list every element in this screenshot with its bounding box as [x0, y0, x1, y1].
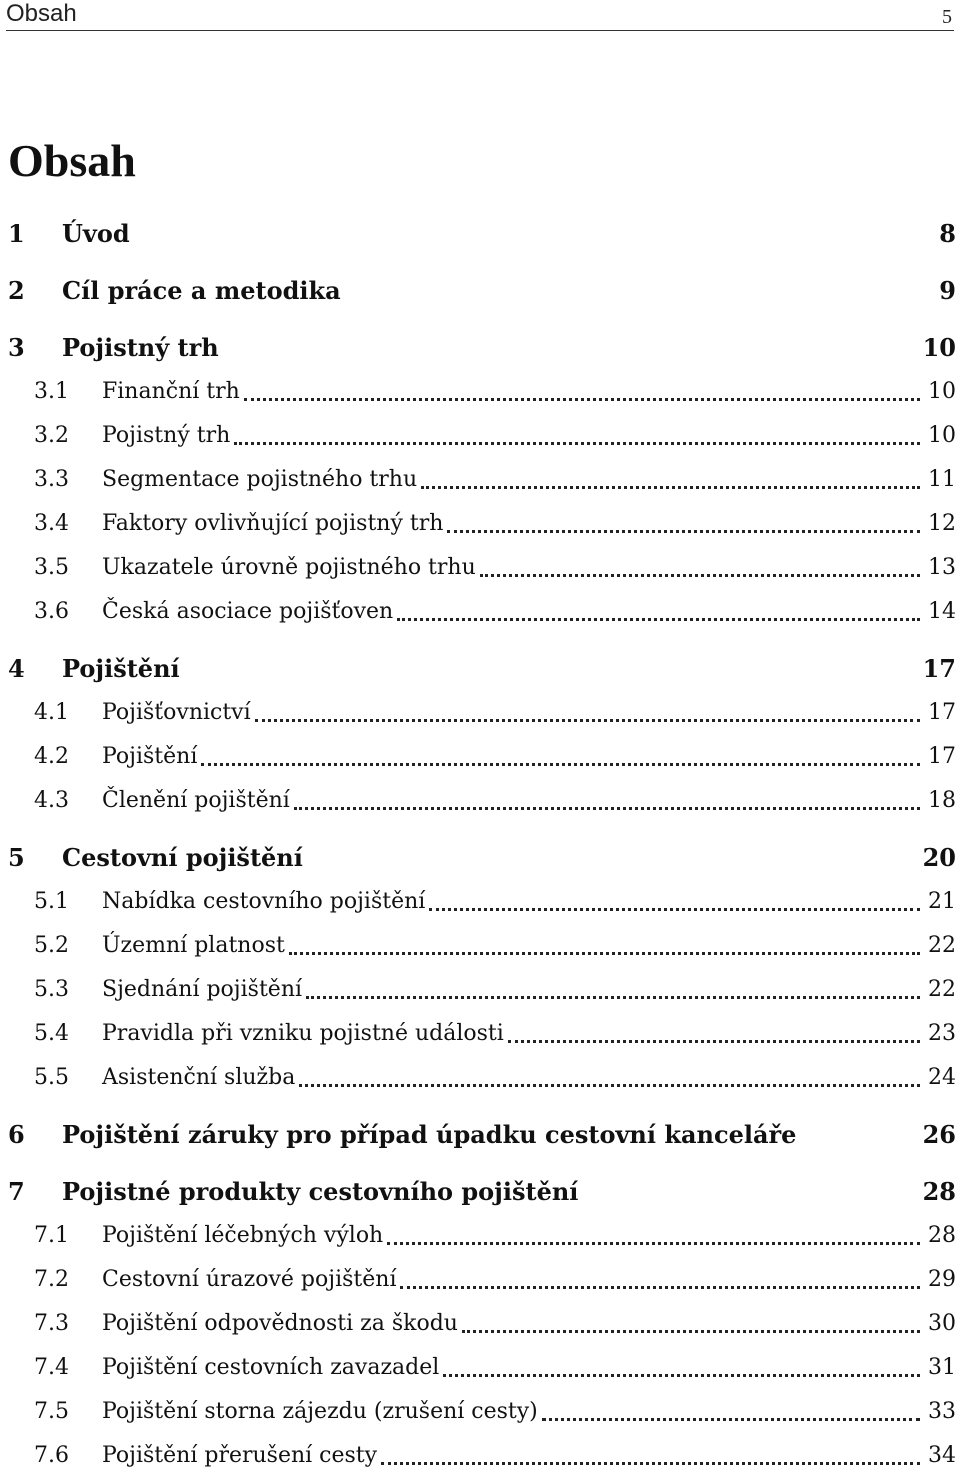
toc-entry-number: 3.4 — [34, 511, 69, 536]
toc-entry-page: 10 — [928, 379, 956, 404]
toc-section-entry[interactable] — [0, 1307, 960, 1341]
toc-chapter-entry[interactable] — [0, 1118, 960, 1152]
toc-dot-leader — [306, 996, 920, 999]
toc-section-entry[interactable] — [0, 696, 960, 730]
toc-entry-number: 5 — [8, 843, 25, 872]
toc-entry-number: 3.6 — [34, 599, 69, 624]
toc-entry-title: Pojištění — [62, 654, 180, 683]
toc-entry-title: Pravidla při vzniku pojistné události — [102, 1021, 504, 1046]
toc-dot-leader — [542, 1418, 920, 1421]
toc-entry-page: 18 — [928, 788, 956, 813]
toc-entry-page: 12 — [928, 511, 956, 536]
toc-entry-number: 7.1 — [34, 1223, 69, 1248]
toc-section-entry[interactable] — [0, 784, 960, 818]
toc-chapter-entry[interactable] — [0, 652, 960, 686]
toc-entry-title: Ukazatele úrovně pojistného trhu — [102, 555, 476, 580]
toc-chapter-entry[interactable] — [0, 331, 960, 365]
toc-entry-page: 17 — [922, 654, 956, 683]
toc-section-entry[interactable] — [0, 929, 960, 963]
toc-entry-title: Pojištění přerušení cesty — [102, 1443, 378, 1468]
toc-entry-page: 29 — [928, 1267, 956, 1292]
toc-entry-title: Členění pojištění — [102, 788, 290, 813]
toc-entry-page: 14 — [928, 599, 956, 624]
toc-entry-page: 34 — [928, 1443, 956, 1468]
toc-section-entry[interactable] — [0, 1263, 960, 1297]
toc-entry-number: 5.5 — [34, 1065, 69, 1090]
toc-chapter-entry[interactable] — [0, 217, 960, 251]
toc-dot-leader — [462, 1330, 920, 1333]
toc-entry-page: 22 — [928, 933, 956, 958]
toc-dot-leader — [400, 1286, 920, 1289]
toc-entry-number: 3.3 — [34, 467, 69, 492]
toc-section-entry[interactable] — [0, 885, 960, 919]
toc-dot-leader — [255, 719, 920, 722]
toc-entry-number: 6 — [8, 1120, 25, 1149]
toc-entry-number: 7.2 — [34, 1267, 69, 1292]
toc-entry-title: Nabídka cestovního pojištění — [102, 889, 426, 914]
toc-entry-title: Faktory ovlivňující pojistný trh — [102, 511, 444, 536]
toc-entry-title: Pojištění odpovědnosti za škodu — [102, 1311, 458, 1336]
toc-entry-page: 28 — [922, 1177, 956, 1206]
toc-entry-title: Úvod — [62, 219, 130, 248]
toc-section-entry[interactable] — [0, 1219, 960, 1253]
toc-entry-title: Pojištění — [102, 744, 198, 769]
toc-entry-title: Pojistný trh — [62, 333, 219, 362]
toc-section-entry[interactable] — [0, 1017, 960, 1051]
toc-entry-page: 24 — [928, 1065, 956, 1090]
toc-entry-page: 21 — [928, 889, 956, 914]
toc-entry-number: 3.5 — [34, 555, 69, 580]
toc-entry-page: 8 — [939, 219, 956, 248]
toc-entry-number: 5.2 — [34, 933, 69, 958]
toc-dot-leader — [447, 530, 920, 533]
toc-entry-number: 4.1 — [34, 700, 69, 725]
toc-entry-title: Finanční trh — [102, 379, 240, 404]
toc-dot-leader — [289, 952, 920, 955]
toc-entry-title: Asistenční služba — [102, 1065, 296, 1090]
toc-section-entry[interactable] — [0, 463, 960, 497]
page-number: 5 — [942, 6, 952, 28]
toc-entry-page: 11 — [928, 467, 956, 492]
toc-entry-number: 1 — [8, 219, 25, 248]
toc-entry-title: Územní platnost — [102, 933, 285, 958]
toc-dot-leader — [480, 574, 920, 577]
toc-dot-leader — [234, 442, 920, 445]
toc-chapter-entry[interactable] — [0, 1175, 960, 1209]
toc-entry-number: 4.3 — [34, 788, 69, 813]
toc-section-entry[interactable] — [0, 1439, 960, 1473]
toc-entry-number: 5.3 — [34, 977, 69, 1002]
toc-entry-title: Pojišťovnictví — [102, 700, 251, 725]
toc-entry-title: Cestovní úrazové pojištění — [102, 1267, 397, 1292]
toc-section-entry[interactable] — [0, 375, 960, 409]
toc-chapter-entry[interactable] — [0, 274, 960, 308]
toc-entry-page: 31 — [928, 1355, 956, 1380]
toc-section-entry[interactable] — [0, 740, 960, 774]
toc-section-entry[interactable] — [0, 1395, 960, 1429]
toc-entry-title: Pojistný trh — [102, 423, 231, 448]
toc-entry-title: Pojištění záruky pro případ úpadku cestovní kanceláře — [62, 1120, 797, 1149]
toc-section-entry[interactable] — [0, 1351, 960, 1385]
toc-entry-page: 28 — [928, 1223, 956, 1248]
page-header — [6, 0, 954, 31]
toc-heading: Obsah — [8, 135, 136, 186]
running-title: Obsah — [6, 0, 77, 27]
toc-entry-title: Cíl práce a metodika — [62, 276, 341, 305]
toc-entry-page: 20 — [922, 843, 956, 872]
toc-entry-number: 7.5 — [34, 1399, 69, 1424]
toc-entry-number: 2 — [8, 276, 25, 305]
toc-section-entry[interactable] — [0, 1061, 960, 1095]
toc-entry-title: Česká asociace pojišťoven — [102, 599, 394, 624]
toc-entry-number: 4.2 — [34, 744, 69, 769]
toc-entry-number: 4 — [8, 654, 25, 683]
toc-dot-leader — [508, 1040, 920, 1043]
toc-dot-leader — [429, 908, 920, 911]
toc-entry-page: 10 — [922, 333, 956, 362]
toc-entry-page: 30 — [928, 1311, 956, 1336]
toc-dot-leader — [381, 1462, 920, 1465]
toc-entry-number: 3.1 — [34, 379, 69, 404]
toc-entry-page: 17 — [928, 744, 956, 769]
toc-chapter-entry[interactable] — [0, 841, 960, 875]
toc-entry-title: Pojištění storna zájezdu (zrušení cesty) — [102, 1399, 538, 1424]
toc-entry-page: 13 — [928, 555, 956, 580]
toc-section-entry[interactable] — [0, 507, 960, 541]
toc-entry-number: 3.2 — [34, 423, 69, 448]
toc-section-entry[interactable] — [0, 419, 960, 453]
toc-entry-title: Pojištění léčebných výloh — [102, 1223, 384, 1248]
toc-dot-leader — [201, 763, 920, 766]
toc-entry-title: Sjednání pojištění — [102, 977, 303, 1002]
toc-entry-number: 7.4 — [34, 1355, 69, 1380]
toc-entry-title: Pojištění cestovních zavazadel — [102, 1355, 440, 1380]
toc-dot-leader — [387, 1242, 920, 1245]
toc-entry-page: 17 — [928, 700, 956, 725]
toc-entry-page: 26 — [922, 1120, 956, 1149]
toc-entry-title: Segmentace pojistného trhu — [102, 467, 418, 492]
toc-dot-leader — [443, 1374, 920, 1377]
toc-section-entry[interactable] — [0, 973, 960, 1007]
toc-entry-number: 5.4 — [34, 1021, 69, 1046]
toc-dot-leader — [421, 486, 920, 489]
toc-entry-number: 5.1 — [34, 889, 69, 914]
toc-entry-page: 23 — [928, 1021, 956, 1046]
toc-entry-page: 22 — [928, 977, 956, 1002]
toc-section-entry[interactable] — [0, 595, 960, 629]
toc-entry-number: 7.6 — [34, 1443, 69, 1468]
toc-dot-leader — [244, 398, 920, 401]
toc-entry-page: 10 — [928, 423, 956, 448]
toc-dot-leader — [397, 618, 920, 621]
toc-entry-page: 9 — [939, 276, 956, 305]
toc-entry-number: 7.3 — [34, 1311, 69, 1336]
toc-dot-leader — [299, 1084, 920, 1087]
toc-section-entry[interactable] — [0, 551, 960, 585]
toc-entry-title: Cestovní pojištění — [62, 843, 303, 872]
toc-entry-number: 3 — [8, 333, 25, 362]
toc-entry-number: 7 — [8, 1177, 25, 1206]
toc-entry-title: Pojistné produkty cestovního pojištění — [62, 1177, 579, 1206]
toc-entry-page: 33 — [928, 1399, 956, 1424]
toc-dot-leader — [294, 807, 920, 810]
